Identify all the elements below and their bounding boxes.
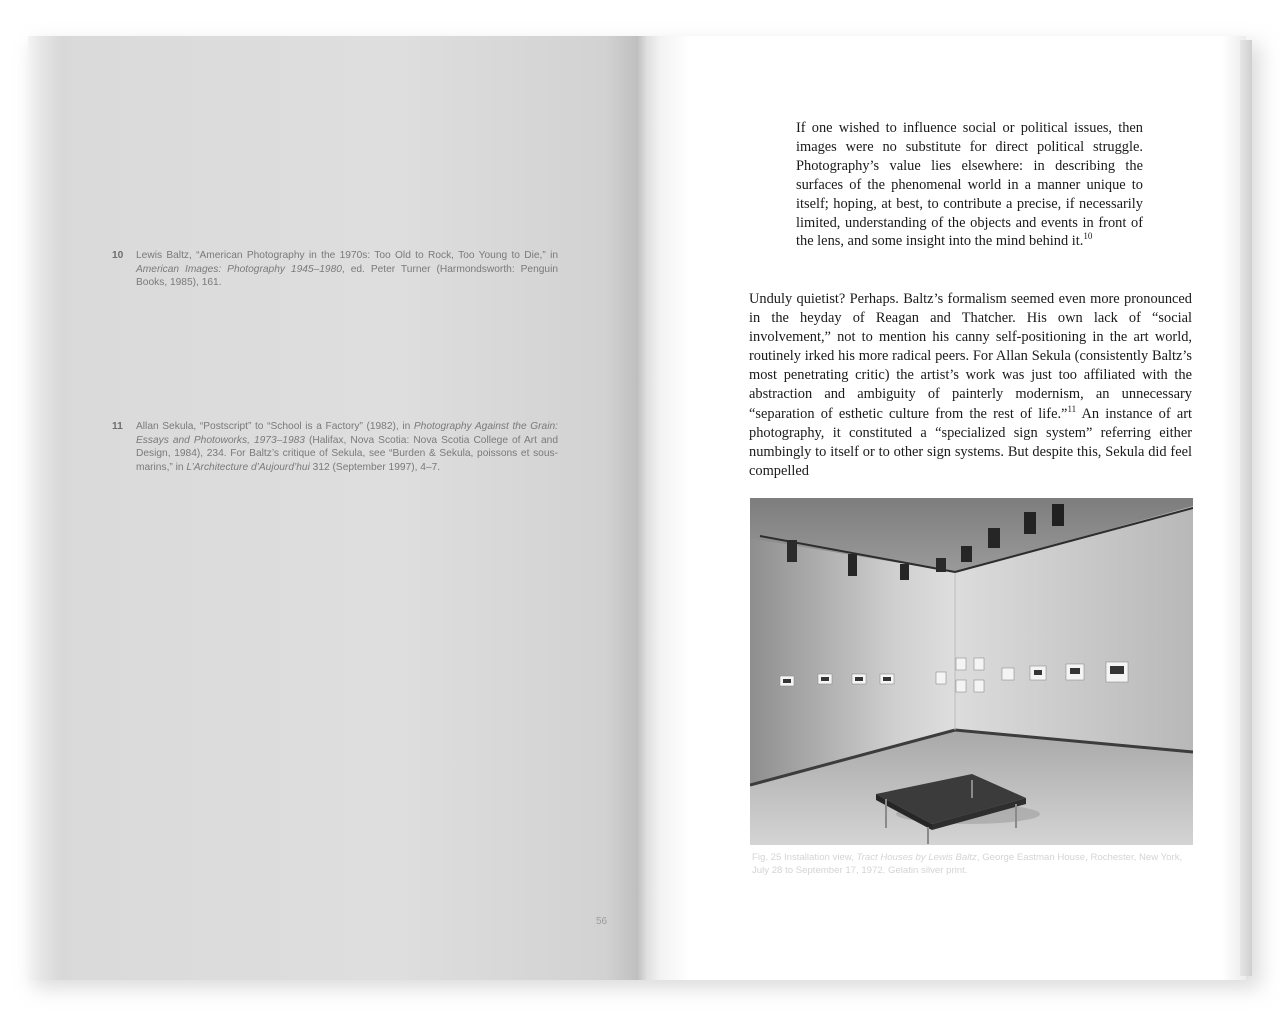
footnote-title: Photography Against the Grain: Essays and Photoworks, 1973–1983 [136,421,558,446]
footnote-text-part: (Halifax, Nova Scotia: Nova Scotia College of Art and Design, 1984), 234. For Baltz’s critique of Sekula, see “Burden & Sekula, poissons et sous-marins,” in [136,434,559,473]
page-number: 56 [596,916,608,927]
body-text-part: An instance of art photography, it constituted a “specialized sign system” referring either numbingly to itself or to other sign systems. But despite this, Sekula did feel compelled [749,405,1193,479]
footnote-text-part: Allan Sekula, “Postscript” to “School is a Factory” (1982), in [136,421,414,432]
footnote-ref[interactable]: 10 [1083,231,1093,242]
footnote-text-part: 312 (September 1997), 4–7. [309,461,441,473]
body-text-part: Unduly quietist? Perhaps. Baltz’s formalism seemed even more pronounced in the heyday of Reagan and Thatcher. His own lack of “social involvement,” not to mention his canny self-positioning in the art world, routinely irked his more radical peers. For Allan Sekula (consistently Baltz’s most penetrating critic) the artist’s work was just too affiliated with the abstraction and ambiguity of painterly modernism, an unnecessary “separation of esthetic culture from the rest of life.” [749,291,1192,422]
caption-text-part: Fig. 25 Installation view, [752,852,857,863]
footnote-text [136,420,558,474]
footnote-number: 11 [112,421,123,432]
block-quote [796,119,1143,251]
footnote-journal-title: L’Architecture d’Aujourd’hui [186,461,310,473]
book-gutter [636,36,648,980]
footnote-ref[interactable]: 11 [1067,403,1077,414]
figure-caption [752,851,1192,877]
quote-text: If one wished to influence social or political issues, then images were no substitute for direct political struggle. Photography’s value lies elsewhere: in describing the surfaces of the phenomenal world in a manner unique to itself; hoping, at best, to contribute a precise, if necessarily limited, understanding of the objects and events in front of the lens, and some insight into the mind behind it. [796,120,1143,250]
gallery-photograph [750,498,1193,845]
gallery-photo-drawing [750,498,1193,845]
caption-title: Tract Houses by Lewis Baltz [856,852,977,863]
caption-text-part: , George Eastman House, Rochester, New York, July 28 to September 17, 1972. Gelatin silver print. [752,852,1183,876]
footnote-title: American Images: Photography 1945–1980 [136,263,342,275]
footnote-11 [112,420,558,474]
page-edge [1240,40,1252,976]
footnote-text-part: Lewis Baltz, “American Photography in the 1970s: Too Old to Rock, Too Young to Die,” in [136,250,558,261]
left-page [28,36,642,980]
footnote-text [136,249,558,290]
footnote-text-part: , ed. Peter Turner (Harmondsworth: Penguin Books, 1985), 161. [136,263,558,289]
footnote-10 [112,249,558,290]
body-paragraph [749,290,1192,481]
footnote-number: 10 [112,250,124,261]
